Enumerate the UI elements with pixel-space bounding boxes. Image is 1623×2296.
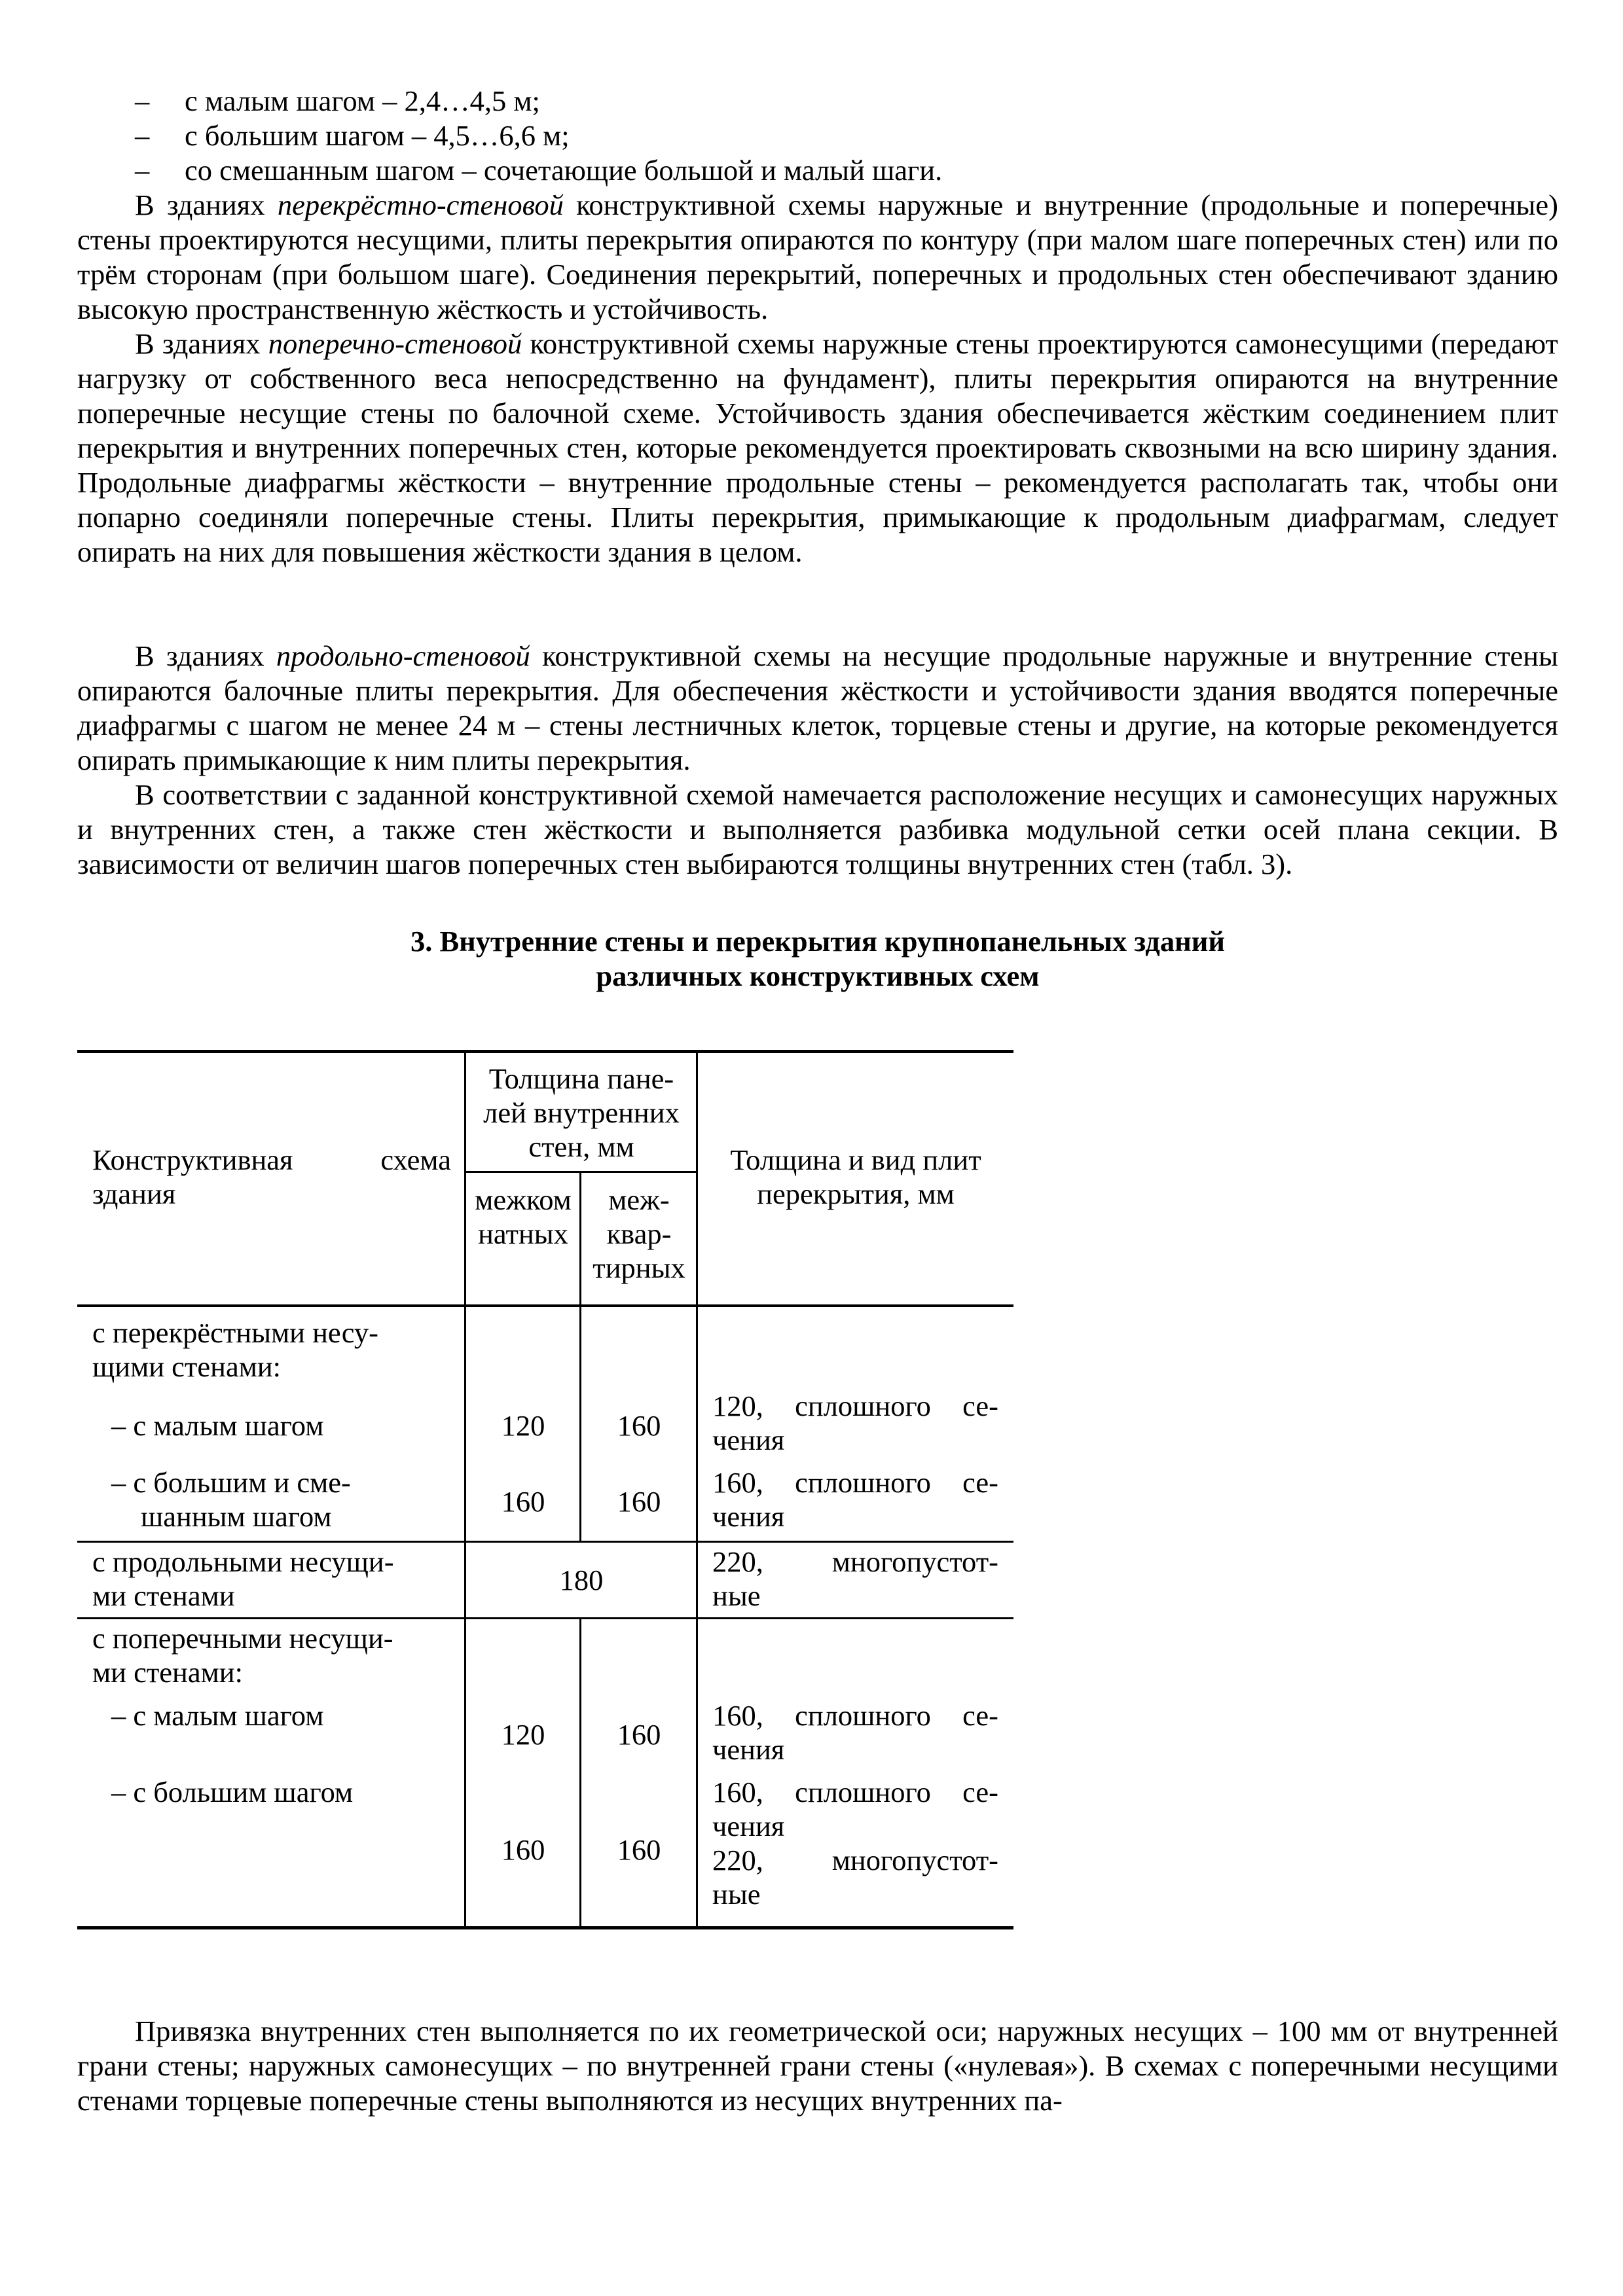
- paragraph-text: В зданиях перекрёстно-стеновой конструктивной схемы наружные и внутренние (продольные и поперечные) стены проектируются несущими, плиты перекрытия опираются по контуру (при малом шаге поперечных стен) или по трём сторонам (при большом шаге). Соединения перекрытий, поперечных и продольных стен обеспечивают зданию высокую пространственную жёсткость и устойчивость.: [77, 188, 1558, 325]
- header-scheme-cell: Конструктивная схема здания: [92, 1143, 451, 1210]
- cell-inter-apartment: 160: [617, 1485, 661, 1518]
- header-inter-room: межком натных: [475, 1183, 572, 1250]
- table-bottom-rule: [77, 1926, 1013, 1929]
- cell-slab: 120, сплошного се- чения: [712, 1390, 998, 1456]
- table-caption-line1: 3. Внутренние стены и перекрытия крупнопанельных зданий: [410, 925, 1225, 958]
- group-title-transverse: с поперечными несущи- ми стенами:: [92, 1622, 393, 1689]
- cell-slab: 160, сплошного се- чения: [712, 1699, 998, 1766]
- row-label: – с большим и сме- шанным шагом: [111, 1466, 351, 1533]
- table-subhead-rule: [466, 1171, 697, 1173]
- list-item-text: с большим шагом – 4,5…6,6 м;: [185, 119, 570, 152]
- row-label: – с большим шагом: [111, 1776, 354, 1808]
- cell-inter-room: 160: [501, 1833, 545, 1866]
- paragraph-binding: [77, 2014, 1558, 2118]
- cell-slab: 160, сплошного се- чения 220, многопустот- ные: [712, 1776, 998, 1910]
- list-dash: –: [135, 84, 150, 117]
- table-col-rule: [579, 1618, 581, 1928]
- list-dash: –: [135, 119, 150, 152]
- table-head-rule: [77, 1304, 1013, 1307]
- cell-inter-apartment: 160: [617, 1833, 661, 1866]
- cell-inter-room: 160: [501, 1485, 545, 1518]
- paragraph-text: В зданиях поперечно-стеновой конструктивной схемы наружные стены проектируются самонесущими (передают нагрузку от собственного веса непосредственно на фундамент), плиты перекрытия опираются на внутренние поперечные несущие стены по балочной схеме. Устойчивость здания обеспечивается жёстким соединением плит перекрытия и внутренних поперечных стен, которые рекомендуется проектировать сквозными на всю ширину здания. Продольные диафрагмы жёсткости – внутренние продольные стены – рекомендуется располагать так, чтобы они попарно соединяли поперечные стены. Плиты перекрытия, примыкающие к продольным диафрагмам, следует опирать на них для повышения жёсткости здания в целом.: [77, 327, 1558, 568]
- table-row-rule: [77, 1617, 1013, 1619]
- table-row-rule: [77, 1541, 1013, 1543]
- cell-slab: 160, сплошного се- чения: [712, 1466, 998, 1533]
- list-dash: –: [135, 154, 150, 187]
- table-top-rule: [77, 1050, 1013, 1053]
- term-emphasis: продольно-стеновой: [276, 639, 530, 672]
- cell-inter-apartment: 160: [617, 1718, 661, 1751]
- row-label: – с малым шагом: [111, 1699, 324, 1732]
- cell-inter-room: 120: [501, 1718, 545, 1751]
- group-title-cross: с перекрёстными несу- щими стенами:: [92, 1316, 378, 1383]
- cell-wall-thickness-merged: 180: [559, 1564, 604, 1596]
- term-emphasis: поперечно-стеновой: [268, 327, 522, 360]
- header-inter-apartment: меж- квар- тирных: [593, 1183, 685, 1284]
- group-title-longitudinal: с продольными несущи- ми стенами: [92, 1545, 394, 1612]
- header-wall-thickness: Толщина пане- лей внутренних стен, мм: [483, 1062, 680, 1163]
- cell-inter-apartment: 160: [617, 1409, 661, 1442]
- paragraph-longitudinal-wall: [77, 639, 1558, 778]
- paragraph-cross-wall: [77, 188, 1558, 327]
- table-caption-line2: различных конструктивных схем: [596, 960, 1040, 992]
- paragraph-text: В соответствии с заданной конструктивной схемой намечается расположение несущих и самонесущих наружных и внутренних стен, а также стен жёсткости и выполняется разбивка модульной сетки осей плана секции. В зависимости от величин шагов поперечных стен выбираются толщины внутренних стен (табл. 3).: [77, 778, 1558, 880]
- cell-slab: 220, многопустот- ные: [712, 1545, 998, 1612]
- paragraph-transverse-wall: [77, 327, 1558, 569]
- list-item-text: с малым шагом – 2,4…4,5 м;: [185, 84, 540, 117]
- paragraph-text: В зданиях продольно-стеновой конструктивной схемы на несущие продольные наружные и внутренние стены опираются балочные плиты перекрытия. Для обеспечения жёсткости и устойчивости здания вводятся поперечные диафрагмы с шагом не менее 24 м – стены лестничных клеток, торцевые стены и другие, на которые рекомендуется опирать примыкающие к ним плиты перекрытия.: [77, 639, 1558, 776]
- paragraph-text: Привязка внутренних стен выполняется по их геометрической оси; наружных несущих – 100 мм от внутренней грани стены; наружных самонесущих – по внутренней грани стены («нулевая»). В схемах с поперечными несущими стенами торцевые поперечные стены выполняются из несущих внутренних па-: [77, 2015, 1558, 2117]
- cell-inter-room: 120: [501, 1409, 545, 1442]
- paragraph-layout: [77, 778, 1558, 882]
- row-label: – с малым шагом: [111, 1409, 324, 1442]
- term-emphasis: перекрёстно-стеновой: [277, 188, 564, 221]
- list-item-text: со смешанным шагом – сочетающие большой и малый шаги.: [185, 154, 943, 187]
- header-slab: Толщина и вид плит перекрытия, мм: [730, 1143, 981, 1210]
